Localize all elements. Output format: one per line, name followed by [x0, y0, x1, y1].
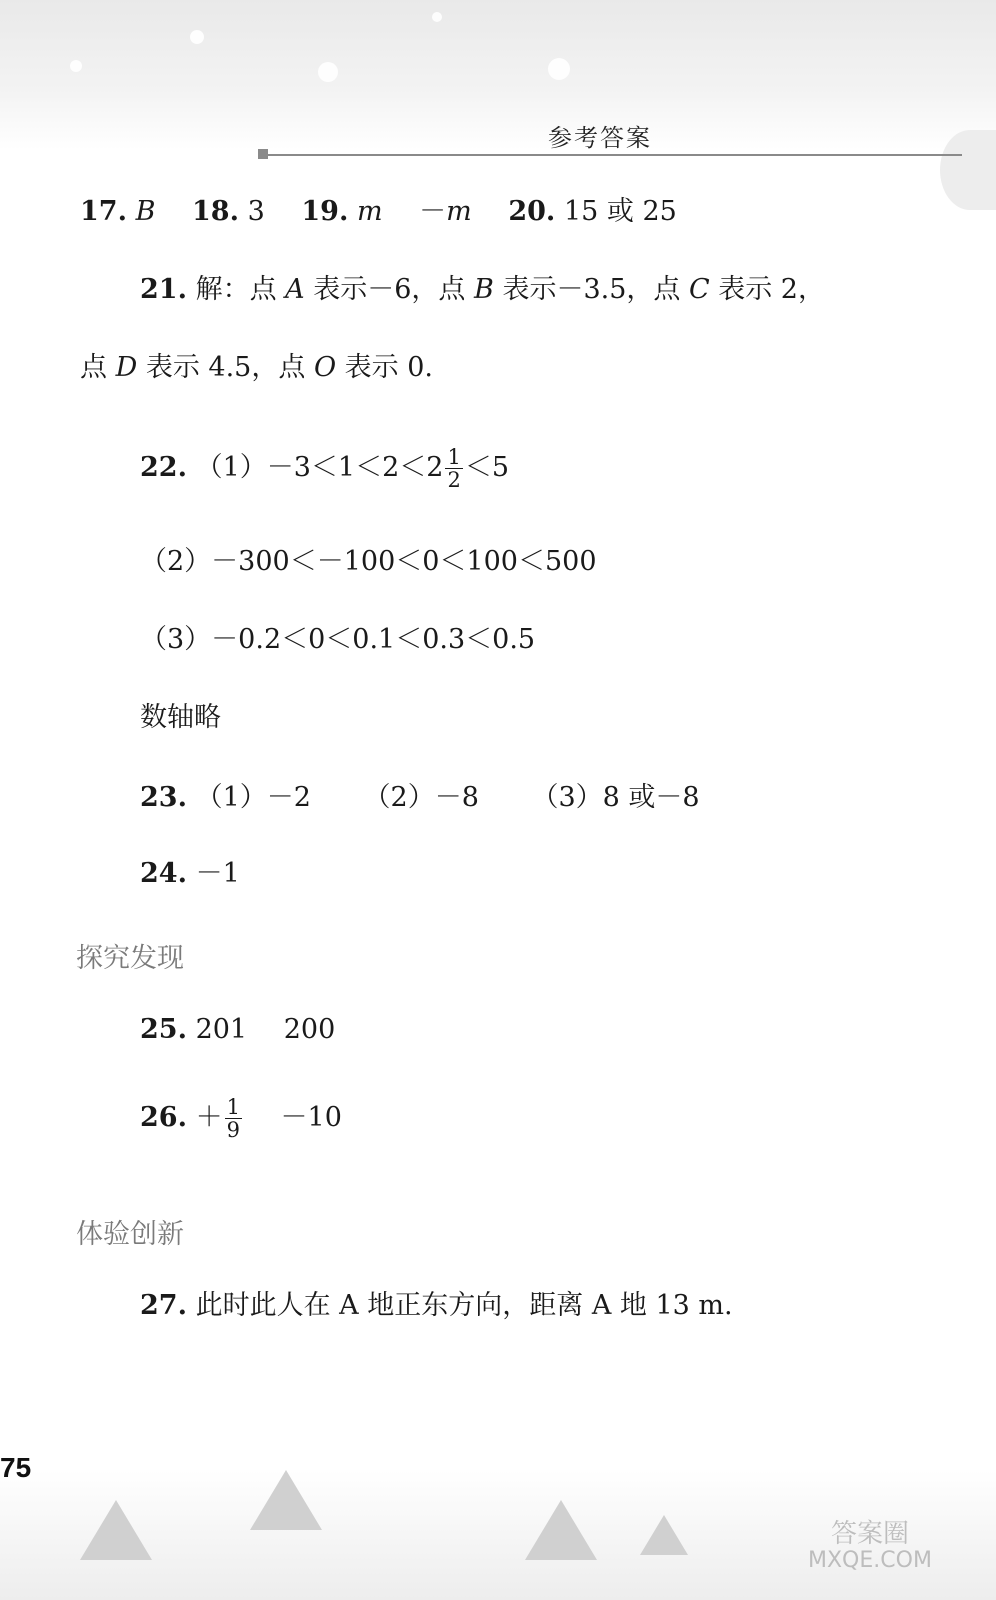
answer-row-26 [140, 1096, 342, 1141]
q26-answer-b: －10 [280, 1102, 342, 1134]
decor-dot [190, 30, 204, 44]
header-background [0, 0, 996, 150]
header-title: 参考答案 [548, 124, 652, 152]
q22-part1-pre: （1）－3＜1＜2＜2 [195, 452, 444, 484]
decor-dot [318, 62, 338, 82]
watermark-line-1: 答案圈 [830, 1519, 909, 1549]
q18-number: 18. [192, 196, 239, 227]
q21-point-a: A [285, 274, 305, 305]
q21-text-3: 表示－3.5，点 [493, 274, 689, 305]
q19-answer-b: m [446, 196, 472, 227]
q22-part1-post: ＜5 [464, 452, 510, 484]
answer-row-22-3: （3）－0.2＜0＜0.1＜0.3＜0.5 [140, 624, 536, 655]
watermark-line-2: MXQE.COM [808, 1547, 932, 1573]
q26-fraction-denominator: 9 [226, 1118, 240, 1143]
q23-part-2: （2）－8 [363, 782, 479, 813]
decor-tree [80, 1500, 152, 1560]
q25-answer-b: 200 [283, 1014, 336, 1045]
q26-sign: ＋ [195, 1102, 223, 1134]
q20-number: 20. [508, 196, 556, 227]
q21-point-b: B [474, 274, 494, 305]
q26-number: 26. [140, 1102, 187, 1134]
q17-number: 17. [80, 196, 127, 227]
decor-tree [250, 1470, 322, 1530]
page-number: 75 [0, 1452, 32, 1483]
q22-fraction [445, 446, 462, 491]
answer-row-23 [140, 784, 700, 811]
answer-row-22-2: （2）－300＜－100＜0＜100＜500 [140, 546, 597, 577]
q19-answer-a: m [356, 196, 383, 227]
q24-answer: －1 [195, 858, 240, 889]
q17-answer: B [135, 196, 156, 227]
answer-row-27 [140, 1292, 733, 1319]
q26-fraction-numerator: 1 [226, 1095, 240, 1119]
answer-row-22-note: 数轴略 [140, 702, 221, 733]
answer-row-17-20 [80, 198, 677, 225]
q20-answer: 15 或 25 [563, 196, 677, 227]
q21-point-o: O [313, 352, 337, 383]
q22-number: 22. [140, 452, 187, 484]
answer-row-24 [140, 860, 240, 887]
q22-fraction-numerator: 1 [447, 445, 461, 469]
q21-number: 21. [140, 274, 187, 305]
q21-text-1: 解：点 [195, 274, 286, 305]
q21-point-c: C [688, 274, 710, 305]
q22-fraction-denominator: 2 [447, 468, 461, 493]
q21-point-d: D [115, 352, 138, 383]
q24-number: 24. [140, 858, 187, 889]
section-heading-innovate: 体验创新 [76, 1219, 184, 1250]
q19-number: 19. [301, 196, 349, 227]
q23-part-1: （1）－2 [195, 782, 311, 813]
header-rule [262, 154, 962, 156]
q18-answer: 3 [247, 196, 265, 227]
q21-text-2: 表示－6，点 [304, 274, 475, 305]
q21-text-6: 表示 4.5，点 [137, 352, 314, 383]
answer-row-22-1 [140, 446, 509, 491]
q27-number: 27. [140, 1290, 187, 1321]
answer-row-21 [140, 276, 825, 303]
q23-number: 23. [140, 782, 187, 813]
answer-row-21-cont [80, 354, 433, 381]
section-heading-explore: 探究发现 [76, 943, 184, 974]
decor-tree [525, 1500, 597, 1560]
q25-answer-a: 201 [195, 1014, 248, 1045]
watermark [808, 1520, 932, 1573]
decor-dot [548, 58, 570, 80]
decor-dot [70, 60, 82, 72]
decor-tree [640, 1515, 688, 1555]
q27-answer: 此时此人在 A 地正东方向，距离 A 地 13 m. [195, 1290, 733, 1321]
header-ornament [940, 130, 996, 210]
q19-minus: － [419, 196, 447, 227]
q21-text-7: 表示 0. [336, 352, 434, 383]
q21-text-4: 表示 2， [709, 274, 825, 305]
q25-number: 25. [140, 1014, 187, 1045]
q26-fraction [225, 1096, 242, 1141]
decor-dot [432, 12, 442, 22]
answer-row-25 [140, 1016, 335, 1043]
q21-text-5: 点 [80, 352, 116, 383]
q23-part-3: （3）8 或－8 [531, 782, 700, 813]
